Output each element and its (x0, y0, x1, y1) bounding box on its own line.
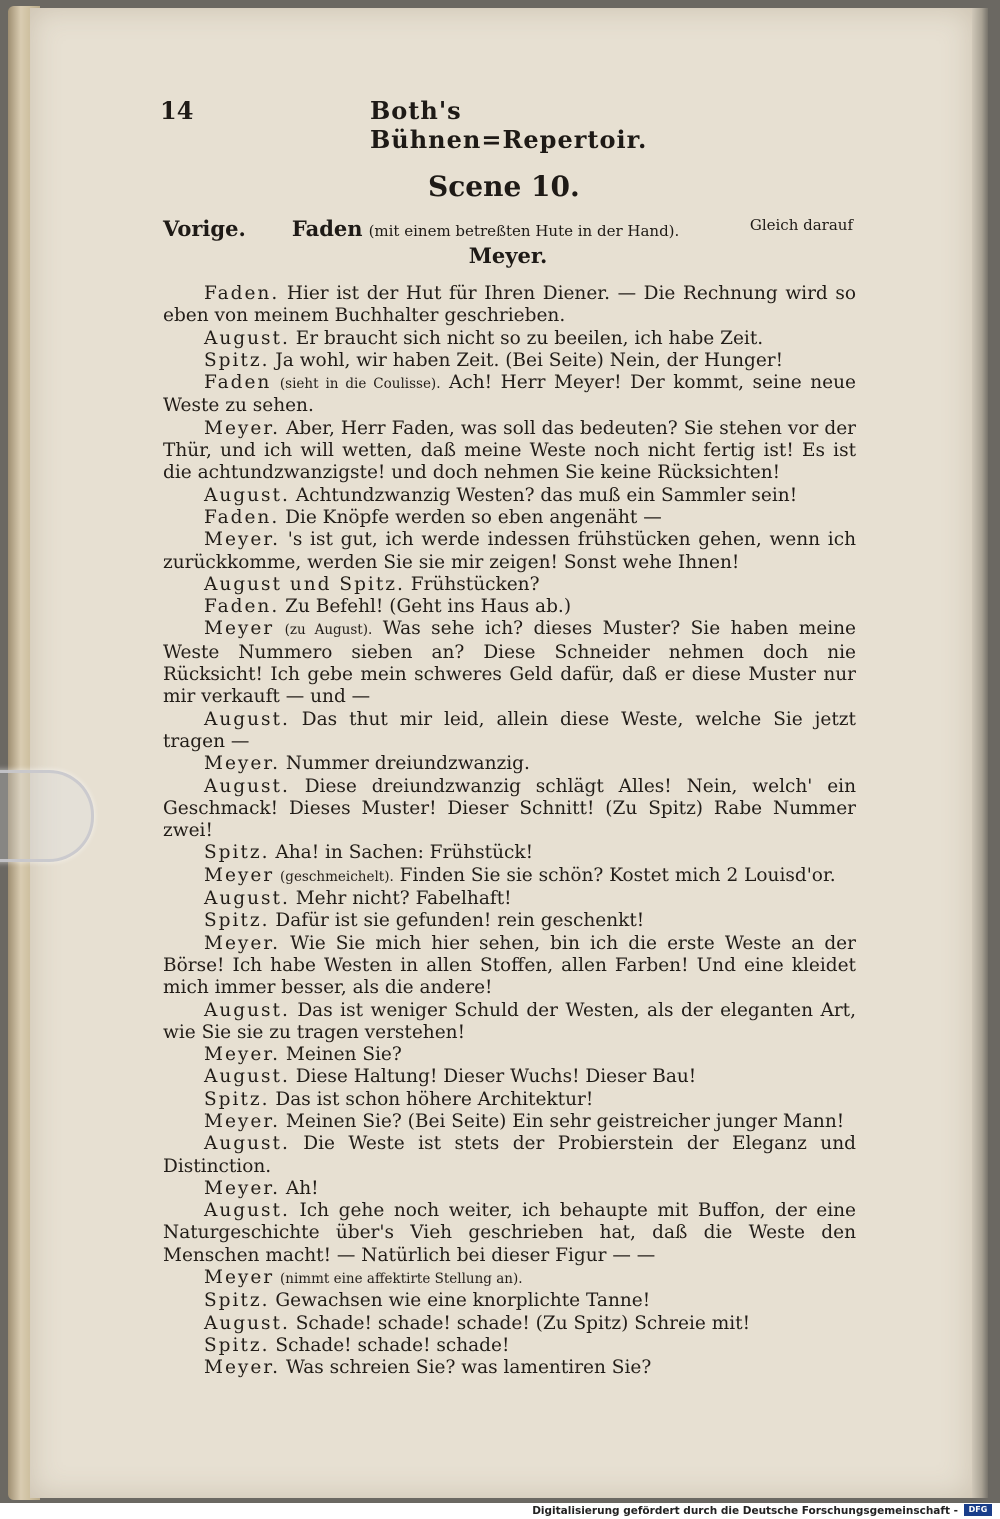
spoken-text: Die Weste ist stets der Probierstein der Eleganz und Distinction. (163, 1133, 856, 1177)
speaker-name: Spitz. (204, 1088, 270, 1110)
speaker-name: Meyer (204, 1267, 275, 1289)
page-clip (0, 770, 94, 862)
footer-credit: Digitalisierung gefördert durch die Deutsche Forschungsgemeinschaft - (532, 1505, 958, 1517)
spoken-text: Was sehe ich? dieses Muster? Sie haben meine Weste Nummero sieben an? Diese Schneider nehmen doch nie Rücksicht! Ich gebe mein schweres Geld dafür, daß er diese Muster nur mir verkauft — und — (163, 618, 857, 708)
dialogue-line (163, 372, 856, 418)
speaker-name: August. (204, 1200, 290, 1222)
spoken-text: Finden Sie sie schön? Kostet mich 2 Louisd'or. (399, 864, 836, 886)
dialogue-line (163, 350, 856, 372)
dialogue-line (163, 328, 856, 350)
speaker-name: Spitz. (204, 349, 270, 371)
spoken-text: Meinen Sie? (Bei Seite) Ein sehr geistreicher junger Mann! (285, 1110, 845, 1132)
dialogue-line (163, 1313, 856, 1335)
dialogue-line (163, 1133, 856, 1178)
speaker-name: August. (204, 1066, 290, 1088)
scene-title: Scene 10. (428, 170, 580, 203)
spoken-text: Ja wohl, wir haben Zeit. (Bei Seite) Nein, der Hunger! (275, 349, 784, 371)
spoken-text: 's ist gut, ich werde indessen frühstücken gehen, wenn ich zurückkomme, werden Sie sie mir zeigen! Sonst wehe Ihnen! (163, 529, 856, 573)
spoken-text: Frühstücken? (410, 573, 540, 595)
speaker-name: August. (204, 1133, 290, 1155)
dialogue-line (163, 418, 856, 485)
dialogue-line (163, 842, 856, 864)
spoken-text: Mehr nicht? Fabelhaft! (295, 888, 512, 910)
spoken-text: Ah! (285, 1177, 319, 1199)
speaker-name: Meyer. (204, 1177, 280, 1199)
spoken-text: Was schreien Sie? was lamentiren Sie? (285, 1357, 652, 1379)
speaker-name: Meyer. (204, 1044, 280, 1066)
speaker-name: Spitz. (204, 910, 270, 932)
speaker-name: Faden. (204, 596, 280, 618)
spoken-text: Wie Sie mich hier sehen, bin ich die erste Weste an der Börse! Ich habe Westen in allen Stoffen, allen Farben! Und eine kleidet mich immer besser, als die andere! (163, 932, 856, 999)
dialogue-line (163, 283, 856, 328)
dialogue-line (163, 596, 856, 618)
speaker-name: Faden. (204, 506, 280, 528)
spoken-text: Meinen Sie? (285, 1044, 402, 1066)
speaker-name: Meyer (204, 864, 275, 886)
dialogue-line (163, 1200, 856, 1267)
spoken-text: Nummer dreiundzwanzig. (285, 753, 530, 775)
dialogue-line (163, 529, 856, 574)
dfg-logo: DFG (964, 1504, 992, 1516)
speaker-name: Meyer. (204, 417, 280, 439)
speaker-name: August. (204, 484, 290, 506)
dialogue-line (163, 776, 856, 843)
speaker-name: Spitz. (204, 1334, 270, 1356)
speaker-name: August. (204, 708, 290, 730)
dialogue-line (163, 1178, 856, 1200)
dialogue-line (163, 888, 856, 910)
page-right-edge (972, 8, 988, 1498)
dialogue-line (163, 933, 856, 1000)
spoken-text: Ich gehe noch weiter, ich behaupte mit Buffon, der eine Naturgeschichte über's Vieh geschrieben hat, daß die Weste den Menschen macht! — Natürlich bei dieser Figur — — (163, 1200, 856, 1266)
cast-after: Gleich darauf (749, 216, 853, 234)
speaker-name: August. (204, 888, 290, 910)
dialogue-body (163, 283, 856, 1380)
spoken-text: Aber, Herr Faden, was soll das bedeuten? Sie stehen vor der Thür, und ich will wetten, daß meine Weste noch nicht fertig ist! Es ist die achtundzwanzigste! und doch nehmen Sie keine Rücksichten! (163, 417, 856, 484)
speaker-name: August. (204, 1312, 290, 1334)
spoken-text: Zu Befehl! (Geht ins Haus ab.) (285, 596, 572, 618)
dialogue-line (163, 1000, 856, 1045)
stage-direction: (sieht in die Coulisse). (279, 376, 441, 393)
spoken-text: Diese Haltung! Dieser Wuchs! Dieser Bau! (295, 1066, 697, 1088)
dialogue-line (163, 618, 856, 708)
speaker-name: Meyer. (204, 932, 280, 954)
cast-stage-direction: (mit einem betreßten Hute in der Hand). (368, 222, 680, 240)
dialogue-line (163, 753, 856, 775)
dialogue-line (163, 910, 856, 932)
spoken-text: Das ist weniger Schuld der Westen, als der eleganten Art, wie Sie sie zu tragen verstehen! (163, 999, 856, 1043)
page-number: 14 (160, 96, 194, 125)
dialogue-line (163, 1089, 856, 1111)
cast-next: Meyer. (468, 243, 548, 268)
cast-lead: Vorige. (163, 216, 246, 241)
cast-role: Faden (291, 216, 363, 241)
dialogue-line (163, 574, 856, 596)
spoken-text: Schade! schade! schade! (Zu Spitz) Schreie mit! (295, 1312, 751, 1334)
spoken-text: Ach! Herr Meyer! Der kommt, seine neue Weste zu sehen. (163, 372, 856, 417)
dialogue-line (163, 865, 856, 888)
page-header (160, 96, 660, 154)
dialogue-line (163, 1044, 856, 1066)
spoken-text: Diese dreiundzwanzig schlägt Alles! Nein, welch' ein Geschmack! Dieses Muster! Dieser Schnitt! (Zu Spitz) Rabe Nummer zwei! (163, 775, 856, 842)
dialogue-line (163, 709, 856, 754)
dialogue-line (163, 1267, 856, 1290)
speaker-name: Faden. (204, 283, 280, 304)
stage-direction: (zu August). (284, 622, 373, 639)
speaker-name: August und Spitz. (204, 573, 405, 595)
spoken-text: Dafür ist sie gefunden! rein geschenkt! (275, 910, 645, 932)
spoken-text: Achtundzwanzig Westen? das muß ein Sammler sein! (295, 484, 798, 506)
dialogue-line (163, 1290, 856, 1312)
dialogue-line (163, 1335, 856, 1357)
stage-direction: (nimmt eine affektirte Stellung an). (280, 1271, 523, 1288)
speaker-name: Meyer. (204, 529, 280, 551)
speaker-name: August. (204, 775, 290, 797)
dialogue-line (163, 507, 856, 529)
speaker-name: Meyer. (204, 1110, 280, 1132)
running-title: Both's Bühnen=Repertoir. (370, 96, 648, 154)
stage-direction: (geschmeichelt). (280, 868, 394, 885)
speaker-name: Meyer (204, 618, 275, 640)
dialogue-line (163, 1066, 856, 1088)
dialogue-line (163, 485, 856, 507)
dialogue-line (163, 1111, 856, 1133)
spoken-text: Er braucht sich nicht so zu beeilen, ich habe Zeit. (295, 327, 764, 349)
speaker-name: Faden (204, 372, 272, 394)
speaker-name: Meyer. (204, 1357, 280, 1379)
spoken-text: Das ist schon höhere Architektur! (275, 1088, 594, 1110)
spoken-text: Hier ist der Hut für Ihren Diener. — Die Rechnung wird so eben von meinem Buchhalter geschrieben. (163, 283, 856, 327)
spoken-text: Schade! schade! schade! (275, 1334, 510, 1356)
spoken-text: Die Knöpfe werden so eben angenäht — (285, 506, 662, 528)
speaker-name: Meyer. (204, 753, 280, 775)
spoken-text: Gewachsen wie eine knorplichte Tanne! (275, 1290, 651, 1312)
dialogue-line (163, 1357, 856, 1379)
cast-line (163, 216, 853, 268)
speaker-name: August. (204, 327, 290, 349)
spoken-text: Aha! in Sachen: Frühstück! (275, 842, 534, 864)
speaker-name: August. (204, 999, 290, 1021)
speaker-name: Spitz. (204, 842, 270, 864)
spoken-text: Das thut mir leid, allein diese Weste, welche Sie jetzt tragen — (163, 708, 856, 752)
speaker-name: Spitz. (204, 1290, 270, 1312)
